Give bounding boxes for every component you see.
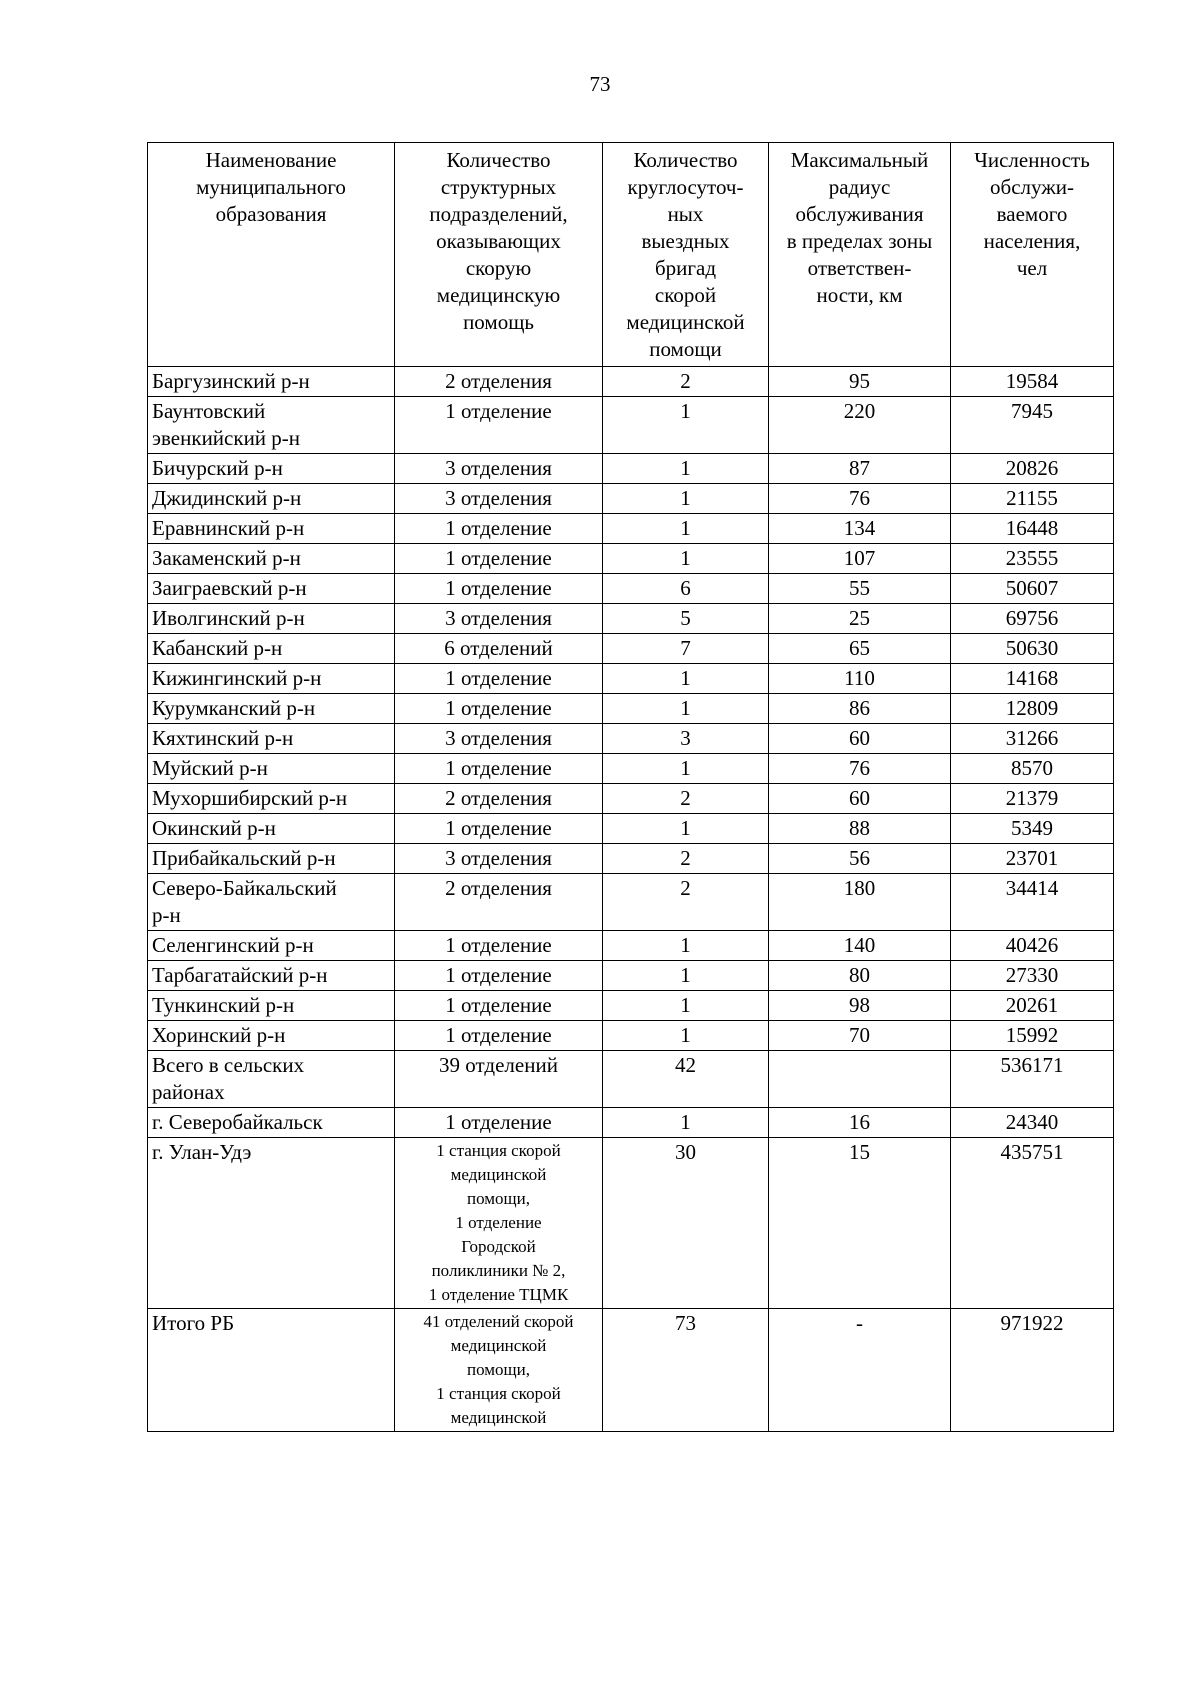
- units-cell-line: 3 отделения: [445, 456, 552, 480]
- units-cell: [395, 1309, 603, 1432]
- radius-cell: 76: [769, 754, 951, 784]
- table-row: [148, 1021, 1114, 1051]
- municipality-cell: [148, 397, 395, 454]
- table-body: [148, 367, 1114, 1432]
- municipality-cell-line: Селенгинский р-н: [152, 933, 314, 957]
- radius-cell: 87: [769, 454, 951, 484]
- units-cell: [395, 514, 603, 544]
- municipality-cell-line: Еравнинский р-н: [152, 516, 305, 540]
- population-cell: 40426: [951, 931, 1114, 961]
- municipality-cell: [148, 931, 395, 961]
- table-row: [148, 991, 1114, 1021]
- units-cell-line: поликлиники № 2,: [431, 1261, 566, 1280]
- municipality-cell: [148, 454, 395, 484]
- radius-cell: -: [769, 1309, 951, 1432]
- table-row: [148, 544, 1114, 574]
- table-row: [148, 634, 1114, 664]
- header-line: Максимальный: [790, 148, 929, 172]
- radius-cell: 15: [769, 1138, 951, 1309]
- units-cell-line: 1 отделение: [445, 756, 552, 780]
- header-municipality: [148, 143, 395, 367]
- population-cell: 14168: [951, 664, 1114, 694]
- radius-cell: 65: [769, 634, 951, 664]
- radius-cell: 86: [769, 694, 951, 724]
- radius-cell: 56: [769, 844, 951, 874]
- brigades-cell: 1: [603, 544, 769, 574]
- brigades-cell: 1: [603, 397, 769, 454]
- units-cell: [395, 1108, 603, 1138]
- table-row: [148, 754, 1114, 784]
- municipality-cell: [148, 694, 395, 724]
- units-cell-line: помощи,: [467, 1360, 530, 1379]
- units-cell: [395, 574, 603, 604]
- radius-cell: 180: [769, 874, 951, 931]
- header-brigades: [603, 143, 769, 367]
- municipality-cell-line: Кабанский р-н: [152, 636, 283, 660]
- units-cell-line: 3 отделения: [445, 606, 552, 630]
- radius-cell: 16: [769, 1108, 951, 1138]
- brigades-cell: 1: [603, 1021, 769, 1051]
- header-line: Наименование: [205, 148, 337, 172]
- units-cell-line: 1 отделение: [445, 516, 552, 540]
- population-cell: 50630: [951, 634, 1114, 664]
- municipality-cell-line: Хоринский р-н: [152, 1023, 286, 1047]
- radius-cell: 70: [769, 1021, 951, 1051]
- brigades-cell: 6: [603, 574, 769, 604]
- municipality-cell: [148, 1138, 395, 1309]
- brigades-cell: 73: [603, 1309, 769, 1432]
- population-cell: 50607: [951, 574, 1114, 604]
- brigades-cell: 1: [603, 754, 769, 784]
- units-cell: [395, 664, 603, 694]
- brigades-cell: 7: [603, 634, 769, 664]
- header-line: Количество: [633, 148, 738, 172]
- table-row: [148, 367, 1114, 397]
- municipality-cell-line: Прибайкальский р-н: [152, 846, 336, 870]
- units-cell-line: 1 отделение: [445, 399, 552, 423]
- radius-cell: 134: [769, 514, 951, 544]
- municipality-cell: [148, 634, 395, 664]
- municipality-cell: [148, 664, 395, 694]
- brigades-cell: 1: [603, 664, 769, 694]
- units-cell-line: 1 отделение: [455, 1213, 542, 1232]
- table-header-row: [148, 143, 1114, 367]
- population-cell: 15992: [951, 1021, 1114, 1051]
- header-line: круглосуточ-: [627, 175, 744, 199]
- units-cell-line: 1 станция скорой: [436, 1141, 561, 1160]
- units-cell: [395, 931, 603, 961]
- municipality-cell: [148, 1051, 395, 1108]
- municipality-cell-line: г. Северобайкальск: [152, 1110, 323, 1134]
- municipality-cell-line: Окинский р-н: [152, 816, 276, 840]
- brigades-cell: 1: [603, 961, 769, 991]
- radius-cell: 60: [769, 724, 951, 754]
- table-row: [148, 397, 1114, 454]
- units-cell: [395, 874, 603, 931]
- units-cell: [395, 397, 603, 454]
- population-cell: 20826: [951, 454, 1114, 484]
- brigades-cell: 1: [603, 931, 769, 961]
- population-cell: 435751: [951, 1138, 1114, 1309]
- municipality-cell-line: Тарбагатайский р-н: [152, 963, 328, 987]
- units-cell-line: 1 отделение: [445, 1110, 552, 1134]
- units-cell-line: 1 отделение: [445, 696, 552, 720]
- radius-cell: 55: [769, 574, 951, 604]
- units-cell-line: 1 отделение: [445, 963, 552, 987]
- units-cell-line: помощи,: [467, 1189, 530, 1208]
- units-cell-line: 3 отделения: [445, 726, 552, 750]
- municipality-cell-line: эвенкийский р-н: [152, 426, 301, 450]
- units-cell-line: медицинской: [450, 1165, 547, 1184]
- units-cell: [395, 814, 603, 844]
- header-line: помощи: [649, 337, 722, 361]
- units-cell-line: 3 отделения: [445, 486, 552, 510]
- units-cell-line: медицинской: [450, 1408, 547, 1427]
- units-cell-line: 2 отделения: [445, 876, 552, 900]
- header-line: Численность: [974, 148, 1090, 172]
- units-cell: [395, 754, 603, 784]
- municipality-cell: [148, 1309, 395, 1432]
- table-row: [148, 724, 1114, 754]
- municipality-cell: [148, 784, 395, 814]
- radius-cell: 98: [769, 991, 951, 1021]
- units-cell: [395, 544, 603, 574]
- radius-cell: 25: [769, 604, 951, 634]
- units-cell-line: Городской: [461, 1237, 536, 1256]
- population-cell: 24340: [951, 1108, 1114, 1138]
- municipality-cell-line: Джидинский р-н: [152, 486, 302, 510]
- header-line: медицинской: [626, 310, 745, 334]
- table-row: [148, 514, 1114, 544]
- municipality-cell-line: Муйский р-н: [152, 756, 268, 780]
- population-cell: 971922: [951, 1309, 1114, 1432]
- municipality-cell-line: Тункинский р-н: [152, 993, 295, 1017]
- municipality-cell: [148, 961, 395, 991]
- population-cell: 12809: [951, 694, 1114, 724]
- header-population: [951, 143, 1114, 367]
- municipality-cell: [148, 367, 395, 397]
- brigades-cell: 30: [603, 1138, 769, 1309]
- brigades-cell: 2: [603, 784, 769, 814]
- municipality-cell-line: р-н: [152, 903, 181, 927]
- municipality-cell-line: Всего в сельских: [152, 1053, 305, 1077]
- municipality-cell: [148, 574, 395, 604]
- header-line: муниципального: [196, 175, 346, 199]
- radius-cell: 80: [769, 961, 951, 991]
- radius-cell: 140: [769, 931, 951, 961]
- municipality-cell-line: г. Улан-Удэ: [152, 1140, 252, 1164]
- table-row: [148, 664, 1114, 694]
- municipality-cell-line: Бичурский р-н: [152, 456, 283, 480]
- municipality-cell-line: Курумканский р-н: [152, 696, 316, 720]
- municipality-cell: [148, 991, 395, 1021]
- municipality-cell-line: Итого РБ: [152, 1311, 235, 1335]
- table-row: [148, 1309, 1114, 1432]
- header-line: медицинскую: [436, 283, 561, 307]
- brigades-cell: 5: [603, 604, 769, 634]
- radius-cell: 220: [769, 397, 951, 454]
- units-cell-line: 6 отделений: [444, 636, 553, 660]
- municipality-cell-line: Мухоршибирский р-н: [152, 786, 348, 810]
- table-row: [148, 694, 1114, 724]
- table-row: [148, 604, 1114, 634]
- municipality-cell: [148, 1021, 395, 1051]
- population-cell: 5349: [951, 814, 1114, 844]
- header-line: бригад: [654, 256, 717, 280]
- units-cell-line: 2 отделения: [445, 786, 552, 810]
- units-cell: [395, 454, 603, 484]
- municipality-cell: [148, 514, 395, 544]
- brigades-cell: 1: [603, 991, 769, 1021]
- units-cell: [395, 784, 603, 814]
- header-line: подразделений,: [429, 202, 568, 226]
- header-line: ответствен-: [807, 256, 912, 280]
- municipality-cell: [148, 544, 395, 574]
- units-cell-line: 2 отделения: [445, 369, 552, 393]
- brigades-cell: 2: [603, 874, 769, 931]
- header-line: радиус: [828, 175, 891, 199]
- population-cell: 34414: [951, 874, 1114, 931]
- units-cell-line: 1 отделение: [445, 546, 552, 570]
- units-cell: [395, 724, 603, 754]
- header-line: скорую: [465, 256, 532, 280]
- table-row: [148, 454, 1114, 484]
- table-row: [148, 844, 1114, 874]
- units-cell: [395, 484, 603, 514]
- municipality-cell-line: Закаменский р-н: [152, 546, 301, 570]
- units-cell: [395, 604, 603, 634]
- population-cell: 8570: [951, 754, 1114, 784]
- units-cell-line: 41 отделений скорой: [423, 1312, 574, 1331]
- table-row: [148, 784, 1114, 814]
- header-line: Количество: [446, 148, 551, 172]
- units-cell: [395, 1051, 603, 1108]
- population-cell: 19584: [951, 367, 1114, 397]
- brigades-cell: 1: [603, 1108, 769, 1138]
- units-cell-line: 3 отделения: [445, 846, 552, 870]
- population-cell: 23555: [951, 544, 1114, 574]
- brigades-cell: 1: [603, 514, 769, 544]
- table-row: [148, 874, 1114, 931]
- municipality-cell: [148, 604, 395, 634]
- municipality-cell: [148, 484, 395, 514]
- units-cell-line: 1 отделение: [445, 666, 552, 690]
- header-radius: [769, 143, 951, 367]
- municipality-cell-line: Северо-Байкальский: [152, 876, 337, 900]
- table-row: [148, 574, 1114, 604]
- header-line: скорой: [654, 283, 717, 307]
- header-line: выездных: [641, 229, 730, 253]
- header-line: помощь: [463, 310, 534, 334]
- header-line: образования: [215, 202, 327, 226]
- radius-cell: 76: [769, 484, 951, 514]
- municipality-cell: [148, 754, 395, 784]
- header-line: ности, км: [816, 283, 903, 307]
- population-cell: 21379: [951, 784, 1114, 814]
- header-line: чел: [1016, 256, 1048, 280]
- brigades-cell: 1: [603, 454, 769, 484]
- brigades-cell: 2: [603, 367, 769, 397]
- units-cell: [395, 694, 603, 724]
- brigades-cell: 2: [603, 844, 769, 874]
- population-cell: 20261: [951, 991, 1114, 1021]
- municipality-cell: [148, 874, 395, 931]
- radius-cell: 95: [769, 367, 951, 397]
- radius-cell: 107: [769, 544, 951, 574]
- units-cell-line: 1 станция скорой: [436, 1384, 561, 1403]
- units-cell-line: 1 отделение: [445, 993, 552, 1017]
- municipality-cell-line: Заиграевский р-н: [152, 576, 307, 600]
- units-cell: [395, 991, 603, 1021]
- ambulance-services-table: [147, 142, 1114, 1432]
- table-row: [148, 484, 1114, 514]
- radius-cell: [769, 1051, 951, 1108]
- units-cell-line: 1 отделение: [445, 1023, 552, 1047]
- municipality-cell: [148, 1108, 395, 1138]
- municipality-cell: [148, 844, 395, 874]
- header-line: оказывающих: [436, 229, 561, 253]
- population-cell: 16448: [951, 514, 1114, 544]
- municipality-cell-line: Кяхтинский р-н: [152, 726, 294, 750]
- header-line: структурных: [440, 175, 557, 199]
- municipality-cell-line: Баунтовский: [152, 399, 266, 423]
- brigades-cell: 1: [603, 484, 769, 514]
- brigades-cell: 3: [603, 724, 769, 754]
- table-row: [148, 1108, 1114, 1138]
- brigades-cell: 1: [603, 814, 769, 844]
- population-cell: 7945: [951, 397, 1114, 454]
- municipality-cell-line: районах: [152, 1080, 225, 1104]
- units-cell-line: медицинской: [450, 1336, 547, 1355]
- municipality-cell-line: Кижингинский р-н: [152, 666, 322, 690]
- units-cell-line: 1 отделение ТЦМК: [428, 1285, 569, 1304]
- table-row: [148, 814, 1114, 844]
- table-row: [148, 961, 1114, 991]
- page-number: 73: [589, 72, 611, 96]
- radius-cell: 110: [769, 664, 951, 694]
- units-cell: [395, 1138, 603, 1309]
- units-cell: [395, 961, 603, 991]
- population-cell: 23701: [951, 844, 1114, 874]
- population-cell: 31266: [951, 724, 1114, 754]
- municipality-cell-line: Иволгинский р-н: [152, 606, 305, 630]
- population-cell: 69756: [951, 604, 1114, 634]
- municipality-cell: [148, 724, 395, 754]
- units-cell-line: 1 отделение: [445, 933, 552, 957]
- header-line: ных: [667, 202, 704, 226]
- units-cell-line: 39 отделений: [439, 1053, 558, 1077]
- units-cell-line: 1 отделение: [445, 576, 552, 600]
- radius-cell: 88: [769, 814, 951, 844]
- population-cell: 27330: [951, 961, 1114, 991]
- municipality-cell-line: Баргузинский р-н: [152, 369, 310, 393]
- table-row: [148, 1138, 1114, 1309]
- brigades-cell: 1: [603, 694, 769, 724]
- header-line: в пределах зоны: [786, 229, 933, 253]
- units-cell: [395, 367, 603, 397]
- header-line: населения,: [983, 229, 1081, 253]
- header-units: [395, 143, 603, 367]
- brigades-cell: 42: [603, 1051, 769, 1108]
- units-cell-line: 1 отделение: [445, 816, 552, 840]
- radius-cell: 60: [769, 784, 951, 814]
- units-cell: [395, 844, 603, 874]
- population-cell: 536171: [951, 1051, 1114, 1108]
- header-line: обслуживания: [795, 202, 924, 226]
- units-cell: [395, 634, 603, 664]
- table-row: [148, 931, 1114, 961]
- header-line: обслужи-: [990, 175, 1074, 199]
- municipality-cell: [148, 814, 395, 844]
- table-row: [148, 1051, 1114, 1108]
- units-cell: [395, 1021, 603, 1051]
- population-cell: 21155: [951, 484, 1114, 514]
- header-line: ваемого: [996, 202, 1068, 226]
